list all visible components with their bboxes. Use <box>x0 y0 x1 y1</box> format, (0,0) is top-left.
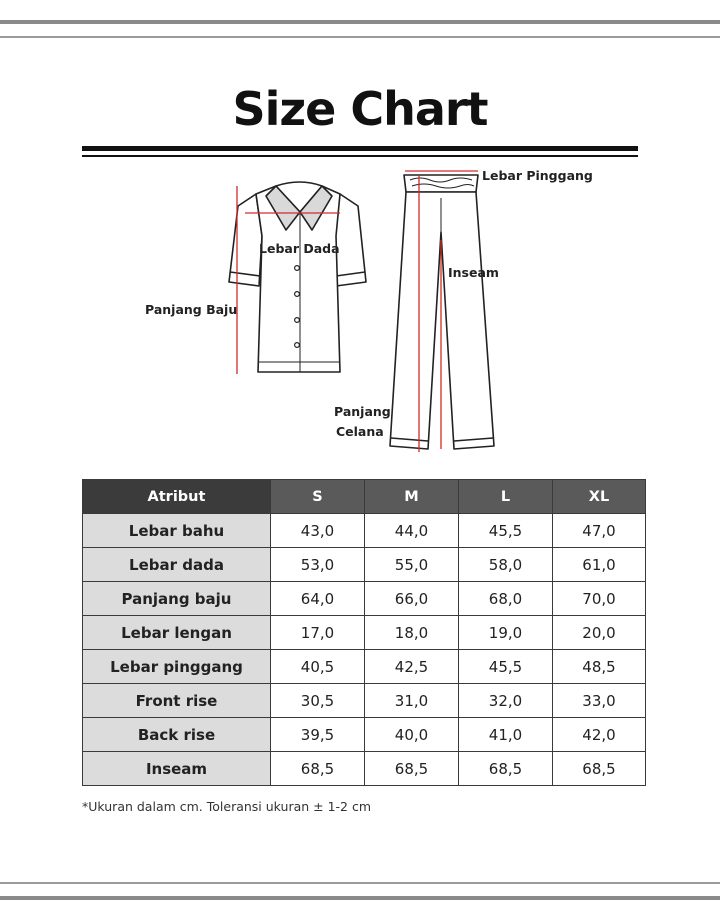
header-attribute: Atribut <box>83 480 271 514</box>
bottom-frame-line <box>0 896 720 900</box>
row-label: Inseam <box>83 752 271 786</box>
label-panjang-celana-2: Celana <box>336 424 384 439</box>
cell-value: 66,0 <box>365 582 459 616</box>
header-size-l: L <box>459 480 553 514</box>
cell-value: 68,5 <box>271 752 365 786</box>
cell-value: 18,0 <box>365 616 459 650</box>
cell-value: 68,5 <box>365 752 459 786</box>
cell-value: 45,5 <box>459 514 553 548</box>
bottom-frame-line-thin <box>0 882 720 884</box>
header-size-m: M <box>365 480 459 514</box>
cell-value: 48,5 <box>553 650 646 684</box>
tolerance-note: *Ukuran dalam cm. Toleransi ukuran ± 1-2 cm <box>82 799 372 814</box>
size-table <box>82 479 646 786</box>
table-row <box>83 582 646 616</box>
cell-value: 20,0 <box>553 616 646 650</box>
cell-value: 44,0 <box>365 514 459 548</box>
cell-value: 45,5 <box>459 650 553 684</box>
cell-value: 41,0 <box>459 718 553 752</box>
row-label: Panjang baju <box>83 582 271 616</box>
cell-value: 40,5 <box>271 650 365 684</box>
cell-value: 40,0 <box>365 718 459 752</box>
label-panjang-baju: Panjang Baju <box>145 302 238 317</box>
cell-value: 39,5 <box>271 718 365 752</box>
cell-value: 68,5 <box>553 752 646 786</box>
table-row <box>83 718 646 752</box>
cell-value: 31,0 <box>365 684 459 718</box>
row-label: Lebar dada <box>83 548 271 582</box>
cell-value: 61,0 <box>553 548 646 582</box>
label-inseam: Inseam <box>448 265 499 280</box>
pants-drawing <box>390 175 494 449</box>
cell-value: 64,0 <box>271 582 365 616</box>
table-row <box>83 684 646 718</box>
label-panjang-celana-1: Panjang <box>334 404 391 419</box>
cell-value: 68,5 <box>459 752 553 786</box>
row-label: Lebar pinggang <box>83 650 271 684</box>
row-label: Lebar lengan <box>83 616 271 650</box>
cell-value: 55,0 <box>365 548 459 582</box>
table-header-row <box>83 480 646 514</box>
cell-value: 43,0 <box>271 514 365 548</box>
cell-value: 19,0 <box>459 616 553 650</box>
cell-value: 42,5 <box>365 650 459 684</box>
table-row <box>83 514 646 548</box>
cell-value: 32,0 <box>459 684 553 718</box>
table-row <box>83 650 646 684</box>
cell-value: 17,0 <box>271 616 365 650</box>
row-label: Back rise <box>83 718 271 752</box>
table-row <box>83 616 646 650</box>
row-label: Front rise <box>83 684 271 718</box>
label-lebar-pinggang: Lebar Pinggang <box>482 168 593 183</box>
cell-value: 42,0 <box>553 718 646 752</box>
table-row <box>83 548 646 582</box>
cell-value: 70,0 <box>553 582 646 616</box>
cell-value: 47,0 <box>553 514 646 548</box>
table-row <box>83 752 646 786</box>
cell-value: 58,0 <box>459 548 553 582</box>
row-label: Lebar bahu <box>83 514 271 548</box>
header-size-s: S <box>271 480 365 514</box>
cell-value: 53,0 <box>271 548 365 582</box>
header-size-xl: XL <box>553 480 646 514</box>
cell-value: 30,5 <box>271 684 365 718</box>
label-lebar-dada: Lebar Dada <box>259 241 340 256</box>
page-title: Size Chart <box>232 82 488 136</box>
cell-value: 68,0 <box>459 582 553 616</box>
cell-value: 33,0 <box>553 684 646 718</box>
